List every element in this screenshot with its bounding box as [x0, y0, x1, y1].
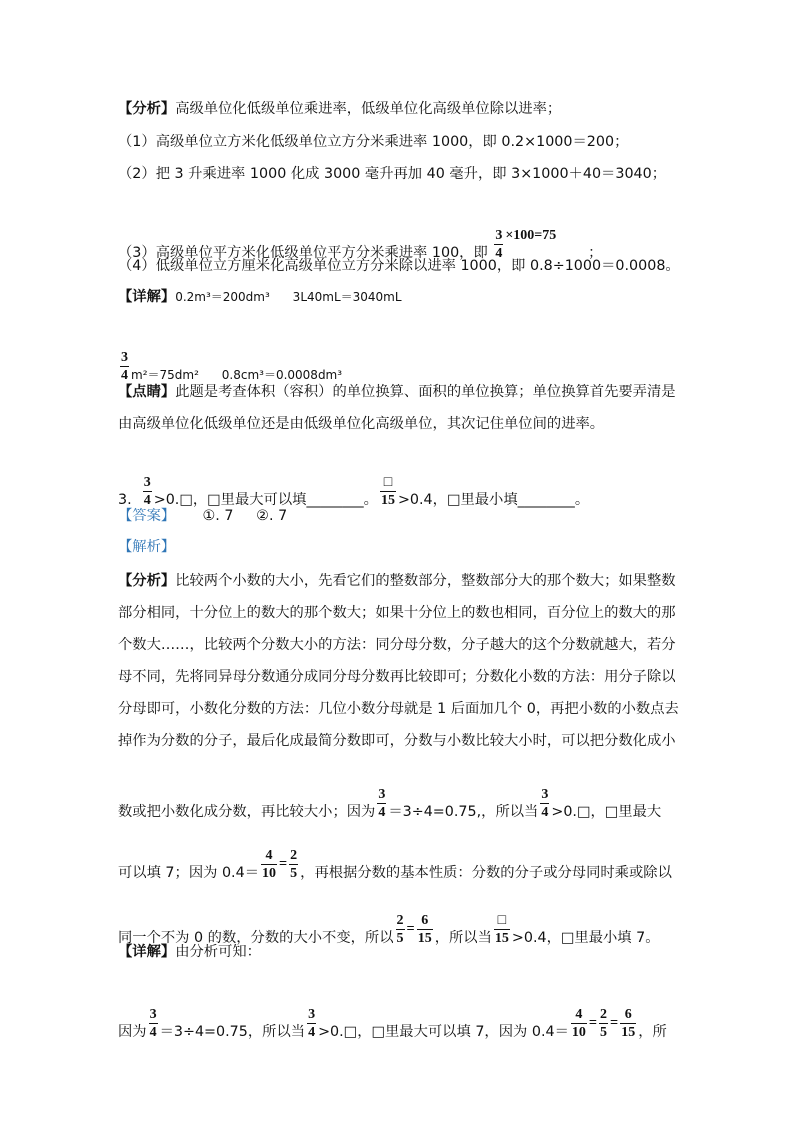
body-text: ＝3÷4=0.75，所以当: [159, 1024, 306, 1040]
body-text: ＝3÷4=0.75,，所以当: [388, 804, 539, 820]
formula-text: ×100=75: [505, 228, 557, 243]
text-line: [118, 99, 561, 119]
text-line: [118, 699, 679, 719]
body-text: 同一个不为 0 的数，分数的大小不变，所以: [118, 930, 394, 946]
fraction-numerator: 3: [308, 1007, 316, 1022]
text-line: [118, 506, 287, 526]
section-label: 【详解】: [118, 944, 176, 960]
body-text: 由高级单位化低级单位还是由低级单位化高级单位，其次记住单位间的进率。: [118, 416, 605, 432]
fraction-denominator: 4: [541, 805, 549, 820]
fraction-numerator: □: [380, 474, 396, 492]
text-line: [118, 571, 676, 591]
section-label: 【点睛】: [118, 384, 176, 400]
fraction: [396, 912, 405, 947]
fraction-denominator: 4: [308, 1025, 316, 1040]
text-line: [118, 287, 402, 307]
body-text: ，再根据分数的基本性质：分数的分子或分母同时乘或除以: [300, 865, 672, 881]
text-line: [118, 414, 604, 434]
body-text: 此题是考查体积（容积）的单位换算、面积的单位换算；单位换算首先要弄清是: [175, 384, 676, 400]
fraction: [540, 786, 549, 821]
fraction-numerator: 6: [620, 1006, 636, 1024]
text-line: [118, 474, 589, 510]
fraction: [417, 912, 433, 947]
unit-conversion-text: 0.2m³＝200dm³ 3L40mL＝3040mL: [175, 290, 402, 304]
fraction-numerator: 4: [571, 1006, 587, 1024]
fraction-denominator: 4: [495, 246, 503, 261]
fraction: [307, 1006, 316, 1041]
fraction-denominator: 4: [121, 368, 128, 383]
body-text: 分母即可，小数化分数的方法：几位小数分母就是 1 后面加几个 0，再把小数的小数点去: [118, 701, 679, 717]
fraction: [149, 1006, 158, 1041]
fraction: [377, 786, 386, 821]
answer-section-label: 【解析】: [118, 539, 176, 555]
fraction-numerator: 4: [261, 847, 277, 865]
text-line: [118, 382, 676, 402]
fraction-numerator: 3: [143, 475, 151, 490]
body-text: 高级单位化低级单位乘进率，低级单位化高级单位除以进率；: [175, 101, 562, 117]
body-text: 可以填 7；因为 0.4＝: [118, 865, 259, 881]
body-text: 数或把小数化成分数，再比较大小；因为: [118, 804, 376, 820]
fraction: [494, 912, 510, 947]
fraction: [143, 474, 152, 509]
fraction-denominator: 15: [494, 931, 509, 946]
text-line: [118, 731, 676, 751]
text-line: [118, 349, 342, 385]
fraction-numerator: □: [494, 912, 510, 930]
fraction-denominator: 10: [262, 866, 276, 881]
text-line: [118, 667, 676, 687]
body-text: >0.4，□里最小填________。: [397, 492, 590, 508]
unit-conversion-text: m²＝75dm² 0.8cm³＝0.0008dm³: [131, 368, 343, 382]
fraction-denominator: 4: [143, 493, 151, 508]
fraction: [120, 349, 129, 384]
fraction-denominator: 5: [290, 866, 298, 881]
fraction: [289, 847, 298, 882]
body-text: （1）高级单位立方米化低级单位立方分米乘进率 1000，即 0.2×1000＝200；: [118, 134, 629, 150]
body-text: ，所: [638, 1024, 667, 1040]
fraction: [261, 847, 277, 882]
body-text: 由分析可知：: [175, 944, 261, 960]
fraction: [380, 474, 396, 509]
fraction-numerator: 3: [541, 787, 549, 802]
fraction-numerator: 6: [417, 912, 433, 930]
body-text: 比较两个小数的大小，先看它们的整数部分，整数部分大的那个数大；如果整数: [175, 573, 676, 589]
text-line: [118, 786, 661, 822]
fraction-numerator: 3: [149, 1007, 157, 1022]
text-line: [118, 635, 676, 655]
fraction-denominator: 5: [396, 931, 404, 946]
text-line: [118, 256, 680, 276]
body-text: 母不同，先将同异母分数通分成同分母分数再比较即可；分数化小数的方法：用分子除以: [118, 669, 676, 685]
fraction: [599, 1006, 608, 1041]
fraction: [620, 1006, 636, 1041]
text-line: [118, 847, 672, 883]
body-text: （3）高级单位平方米化低级单位平方分米乘进率 100，即: [118, 245, 493, 261]
fraction-denominator: 5: [600, 1025, 608, 1040]
section-label: 【分析】: [118, 573, 176, 589]
equals-sign: =: [279, 856, 288, 872]
fraction-denominator: 15: [380, 493, 395, 508]
answer-section-label: 【答案】: [118, 508, 176, 524]
body-text: >0.□，□里最大可以填________。: [153, 492, 378, 508]
fraction-denominator: 10: [571, 1025, 586, 1040]
body-text: 3.: [118, 492, 141, 508]
equals-sign: =: [588, 1015, 598, 1031]
text-line: [118, 942, 261, 962]
text-line: [118, 537, 175, 557]
body-text: （2）把 3 升乘进率 1000 化成 3000 毫升再加 40 毫升，即 3×1000＋40＝3040；: [118, 166, 667, 182]
fraction-denominator: 4: [378, 805, 386, 820]
text-line: [118, 603, 676, 623]
section-label: 【分析】: [118, 101, 176, 117]
fraction-numerator: 2: [600, 1007, 608, 1022]
equals-sign: =: [610, 1015, 619, 1031]
fraction-numerator: 2: [396, 913, 404, 928]
equals-sign: =: [406, 921, 415, 937]
fraction-denominator: 15: [417, 931, 432, 946]
body-text: 掉作为分数的分子，最后化成最简分数即可，分数与小数比较大小时，可以把分数化成小: [118, 733, 676, 749]
section-label: 【详解】: [118, 289, 176, 305]
fraction-numerator: 2: [290, 848, 298, 863]
fraction-numerator: 3: [121, 350, 128, 365]
fraction-numerator: 3: [378, 787, 386, 802]
body-text: 因为: [118, 1024, 147, 1040]
body-text: 个数大……，比较两个分数大小的方法：同分母分数，分子越大的这个分数就越大，若分: [118, 637, 676, 653]
body-text: ；: [556, 245, 603, 261]
fraction-denominator: 15: [621, 1025, 636, 1040]
body-text: （4）低级单位立方厘米化高级单位立方分米除以进率 1000，即 0.8÷1000＝0.0008。: [118, 258, 680, 274]
fraction: [571, 1006, 587, 1041]
fraction-denominator: 4: [149, 1025, 157, 1040]
body-text: ①. 7 ②. 7: [175, 508, 288, 524]
body-text: 部分相同，十分位上的数大的那个数大；如果十分位上的数也相同，百分位上的数大的那: [118, 605, 676, 621]
text-line: [118, 132, 628, 152]
body-text: >0.□，□里最大: [551, 804, 662, 820]
body-text: ，所以当: [434, 930, 492, 946]
body-text: >0.□，□里最大可以填 7，因为 0.4＝: [318, 1024, 569, 1040]
body-text: >0.4，□里最小填 7。: [511, 930, 660, 946]
text-line: [118, 164, 666, 184]
fraction-numerator: 3: [495, 228, 503, 243]
text-line: [118, 1006, 667, 1042]
